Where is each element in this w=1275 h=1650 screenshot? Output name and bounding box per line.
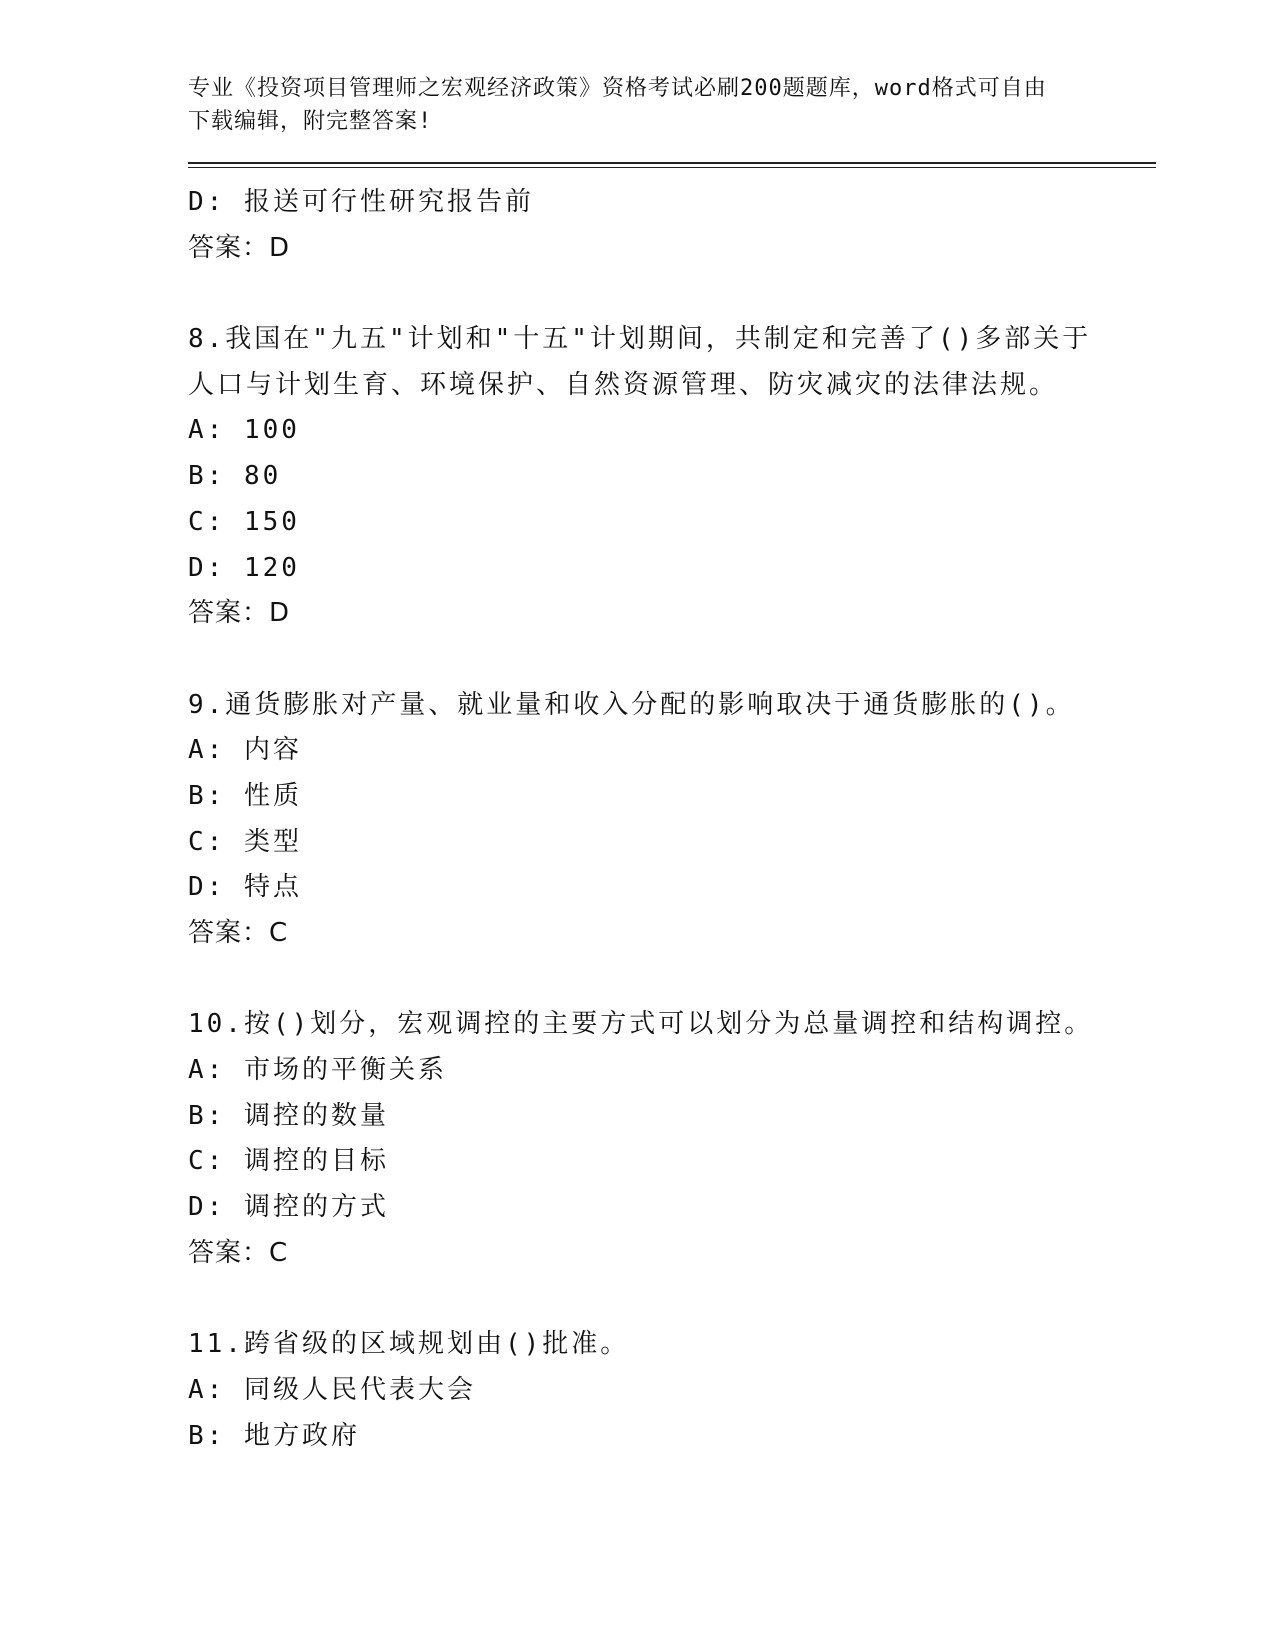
question-text: 8.我国在"九五"计划和"十五"计划期间，共制定和完善了()多部关于	[188, 324, 1092, 355]
header-divider	[188, 162, 1156, 168]
blank-line	[188, 1277, 1156, 1323]
blank-line	[188, 271, 1156, 317]
blank-line	[188, 957, 1156, 1003]
option-line: A: 同级人民代表大会	[188, 1374, 476, 1405]
question-content	[188, 180, 1156, 1459]
question-text: 11.跨省级的区域规划由()批准。	[188, 1329, 630, 1360]
option-line: C: 调控的目标	[188, 1146, 389, 1177]
option-line: A: 内容	[188, 735, 302, 766]
option-line: B: 80	[188, 461, 282, 492]
option-line: B: 性质	[188, 780, 302, 811]
option-line: C: 类型	[188, 826, 302, 857]
question-text: 10.按()划分，宏观调控的主要方式可以划分为总量调控和结构调控。	[188, 1009, 1094, 1040]
question-text: 人口与计划生育、环境保护、自然资源管理、防灾减灾的法律法规。	[188, 369, 1059, 400]
answer-line: 答案：D	[188, 598, 291, 629]
option-line: D: 报送可行性研究报告前	[188, 187, 534, 217]
blank-line	[188, 637, 1156, 683]
option-line: D: 调控的方式	[188, 1192, 389, 1223]
option-line: D: 120	[188, 552, 300, 583]
answer-line: 答案：C	[188, 918, 289, 948]
answer-line: 答案：D	[188, 232, 291, 263]
option-line: B: 调控的数量	[188, 1100, 389, 1131]
option-line: D: 特点	[188, 872, 302, 903]
option-line: A: 100	[188, 415, 300, 446]
option-line: B: 地方政府	[188, 1420, 360, 1451]
question-text: 9.通货膨胀对产量、就业量和收入分配的影响取决于通货膨胀的()。	[188, 689, 1075, 720]
option-line: C: 150	[188, 506, 300, 537]
option-line: A: 市场的平衡关系	[188, 1055, 447, 1086]
answer-line: 答案：C	[188, 1237, 289, 1268]
document-page	[188, 72, 1156, 1459]
document-header: 专业《投资项目管理师之宏观经济政策》资格考试必刷200题题库，word格式可自由下载编辑，附完整答案!	[188, 76, 1047, 134]
